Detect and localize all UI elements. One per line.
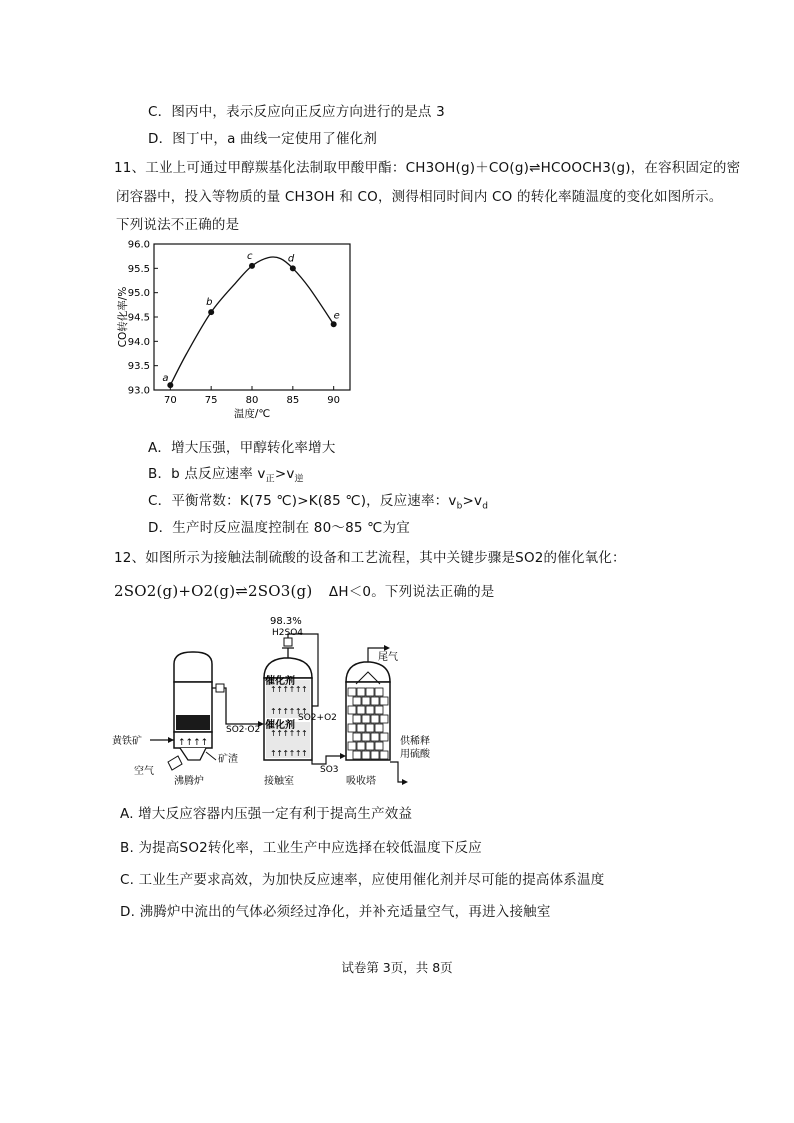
q12-equation: 2SO2(g)+O2(g)⇌2SO3(g) — [114, 582, 313, 600]
q12-option-c: C. 工业生产要求高效，为加快反应速率，应使用催化剂并尽可能的提高体系温度 — [120, 872, 605, 888]
so2-o2-return-label: SO2+O2 — [298, 713, 337, 723]
q11-stem-line1 — [114, 156, 740, 176]
q12-delta-h: ΔH＜0 — [328, 584, 372, 600]
y-tick-label: 93.5 — [127, 361, 150, 373]
q12-stem-line1: 12、如图所示为接触法制硫酸的设备和工艺流程，其中关键步骤是SO2的催化氧化： — [114, 550, 626, 566]
packing-brick — [362, 751, 370, 759]
packing-brick — [371, 715, 379, 723]
y-tick-label: 93.0 — [127, 385, 150, 397]
slag-label: 矿渣 — [218, 754, 238, 765]
q11-option-d: D．生产时反应温度控制在 80～85 ℃为宜 — [148, 520, 410, 536]
tail-gas-label: 尾气 — [378, 652, 398, 663]
data-point-b — [208, 309, 214, 315]
q11-option-c-gt: >v — [462, 493, 483, 509]
q12-option-b: B. 为提高SO2转化率，工业生产中应选择在较低温度下反应 — [120, 840, 482, 856]
so3-label: SO3 — [320, 765, 339, 775]
page-footer: 试卷第 3页，共 8页 — [341, 960, 453, 975]
data-point-c — [249, 263, 255, 269]
q11-option-b-sub2: 逆 — [294, 474, 304, 485]
data-point-e — [331, 321, 337, 327]
point-label-d: d — [287, 253, 295, 265]
catalyst-label-lower: 催化剂 — [265, 720, 295, 731]
x-tick-label: 75 — [204, 395, 218, 406]
svg-text:↑↑↑↑↑↑: ↑↑↑↑↑↑ — [270, 707, 308, 716]
y-tick-label: 95.0 — [127, 288, 150, 300]
packing-brick — [366, 706, 374, 714]
svg-text:↑↑↑↑↑↑: ↑↑↑↑↑↑ — [270, 685, 308, 694]
catalyst-label-upper: 催化剂 — [265, 676, 295, 687]
q11-option-b-sub1: 正 — [265, 474, 275, 485]
point-label-b: b — [206, 297, 213, 309]
x-tick-label: 85 — [286, 395, 300, 406]
packing-brick — [366, 724, 374, 732]
packing-brick — [380, 697, 388, 705]
packing-brick — [348, 688, 356, 696]
q12-stem-post: 。下列说法正确的是 — [371, 584, 495, 600]
y-tick-label: 94.5 — [127, 312, 150, 324]
q12-stem-line2 — [114, 580, 495, 600]
q12-option-a: A. 增大反应容器内压强一定有利于提高生产效益 — [120, 806, 413, 822]
packing-brick — [357, 724, 365, 732]
packing-brick — [353, 715, 361, 723]
packing-brick — [362, 697, 370, 705]
contact-chamber — [264, 638, 312, 760]
contact-chamber-label: 接触室 — [264, 776, 294, 787]
y-tick-label: 95.5 — [127, 263, 150, 275]
packing-brick — [380, 733, 388, 741]
q11-stem-line3: 下列说法不正确的是 — [116, 217, 240, 233]
q12-option-d: D. 沸腾炉中流出的气体必须经过净化，并补充适量空气，再进入接触室 — [120, 904, 551, 920]
packing-brick — [348, 724, 356, 732]
packing-brick — [375, 706, 383, 714]
y-tick-label: 94.0 — [127, 336, 150, 348]
packing-brick — [353, 733, 361, 741]
q11-stem-post: ，在容积固定的密 — [630, 160, 741, 176]
packing-brick — [380, 751, 388, 759]
q11-stem-pre: 11、工业上可通过甲醇羰基化法制取甲酸甲酯：CH — [114, 160, 426, 176]
x-tick-label: 70 — [163, 395, 177, 406]
packing-brick — [357, 706, 365, 714]
data-point-d — [290, 265, 296, 271]
packing-brick — [353, 751, 361, 759]
sulfuric-acid-process-diagram — [108, 612, 438, 790]
air-label: 空气 — [134, 766, 154, 777]
packing-brick — [380, 715, 388, 723]
packing-brick — [357, 742, 365, 750]
packing-brick — [357, 688, 365, 696]
boiling-furnace — [168, 652, 212, 770]
so2-o2-inlet-label: SO2·O2 — [226, 725, 261, 735]
packing-brick — [375, 688, 383, 696]
dilute-acid-label-1: 供稀释 — [400, 736, 430, 747]
q11-option-c-sub1: b — [456, 501, 463, 512]
q11-option-a: A．增大压强，甲醇转化率增大 — [148, 440, 336, 456]
q11-stem-line2: 闭容器中，投入等物质的量 CH3OH 和 CO，测得相同时间内 CO 的转化率随温度的变化如图所示。 — [116, 189, 723, 205]
packing-brick — [371, 697, 379, 705]
packing-brick — [366, 688, 374, 696]
co-conversion-chart — [110, 232, 370, 422]
packing-brick — [375, 724, 383, 732]
q11-option-b-text: B．b 点反应速率 v — [148, 466, 266, 482]
y-tick-label: 96.0 — [127, 239, 150, 251]
packing-brick — [362, 733, 370, 741]
packing-brick — [371, 733, 379, 741]
pyrite-label: 黄铁矿 — [112, 736, 142, 747]
q11-option-b-gt: >v — [274, 466, 295, 482]
q11-option-c-text: C．平衡常数：K(75 ℃)>K(85 ℃)，反应速率：v — [148, 493, 457, 509]
packing-brick — [362, 715, 370, 723]
q11-option-c — [148, 489, 488, 512]
svg-text:↑↑↑↑↑↑: ↑↑↑↑↑↑ — [270, 729, 308, 738]
packing-brick — [353, 697, 361, 705]
point-label-e: e — [333, 310, 340, 322]
x-tick-label: 80 — [245, 395, 259, 406]
x-tick-label: 90 — [327, 395, 341, 406]
svg-text:↑↑↑↑↑↑: ↑↑↑↑↑↑ — [270, 749, 308, 758]
acid-label-2: H2SO4 — [272, 628, 304, 638]
point-label-c: c — [247, 250, 253, 262]
svg-text:↑↑↑↑: ↑↑↑↑ — [178, 738, 209, 748]
packing-brick — [366, 742, 374, 750]
q10-option-d: D．图丁中，a 曲线一定使用了催化剂 — [148, 131, 378, 147]
q11-option-b — [148, 462, 304, 485]
absorption-tower-label: 吸收塔 — [346, 776, 376, 787]
dilute-acid-label-2: 用硫酸 — [400, 749, 430, 760]
packing-brick — [348, 706, 356, 714]
chart-y-label: CO转化率/% — [117, 286, 129, 348]
point-label-a: a — [162, 373, 169, 385]
packing-brick — [371, 751, 379, 759]
packing-brick — [348, 742, 356, 750]
acid-label-1: 98.3% — [270, 616, 302, 627]
chart-x-label: 温度/℃ — [233, 408, 271, 420]
conversion-curve — [170, 257, 333, 385]
packing-brick — [375, 742, 383, 750]
furnace-label: 沸腾炉 — [174, 776, 204, 787]
q11-equation: 3OH(g)＋CO(g)⇌HCOOCH3(g) — [425, 160, 631, 176]
q10-option-c: C．图丙中，表示反应向正反应方向进行的是点 3 — [148, 104, 445, 120]
q11-option-c-sub2: d — [482, 501, 489, 512]
